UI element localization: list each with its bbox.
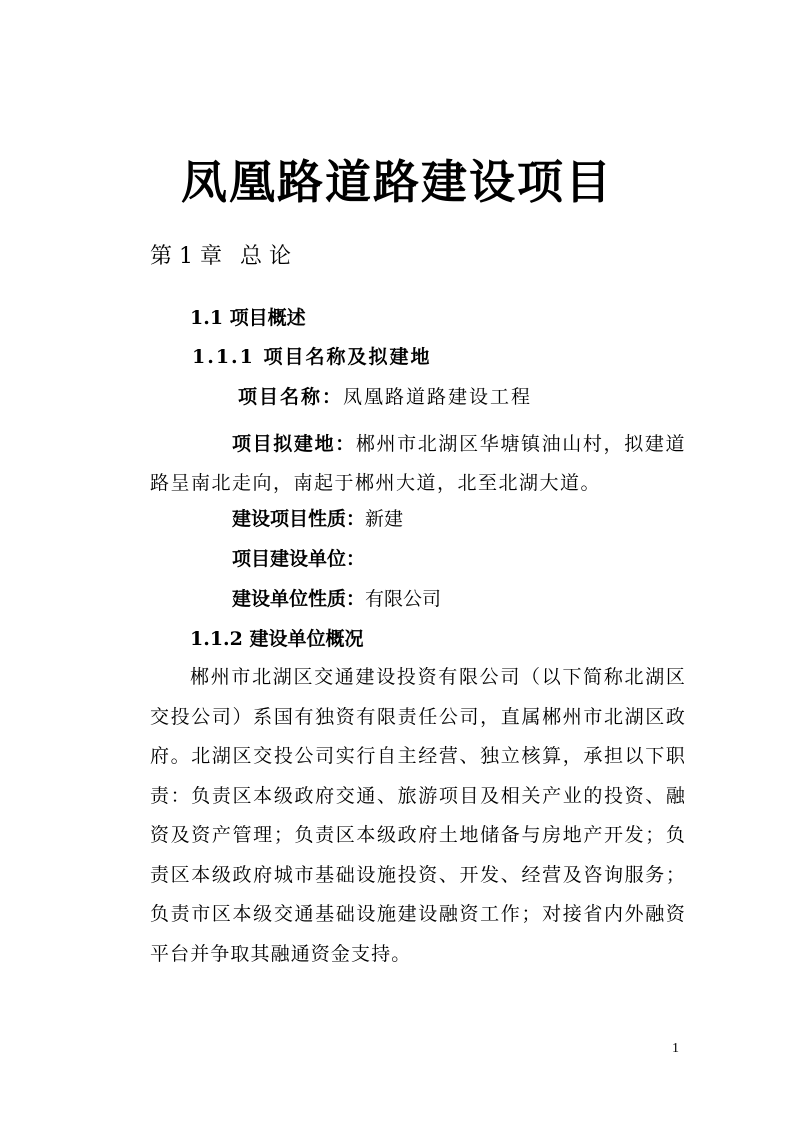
chapter-heading xyxy=(150,242,291,272)
page-number: 1 xyxy=(672,1041,679,1056)
unit-nature-label: 建设单位性质： xyxy=(232,588,366,610)
project-nature-line xyxy=(232,506,403,532)
chapter-title: 总 论 xyxy=(239,244,291,269)
section-heading: 1.1 项目概述 xyxy=(190,307,306,329)
project-name-label: 项目名称： xyxy=(238,386,344,408)
location-label: 项目拟建地： xyxy=(232,433,356,455)
company-overview-paragraph: 郴州市北湖区交通建设投资有限公司（以下简称北湖区交投公司）系国有独资有限责任公司，直属郴州市北湖区政府。北湖区交投公司实行自主经营、独立核算，承担以下职责：负责区本级政府交通、旅游项目及相关产业的投资、融资及资产管理；负责区本级政府土地储备与房地产开发；负责区本级政府城市基础设施投资、开发、经营及咨询服务；负责市区本级交通基础设施建设融资工作；对接省内外融资平台并争取其融通资金支持。 xyxy=(150,666,686,965)
subsection-heading-1: 1.1.1 项目名称及拟建地 xyxy=(192,346,432,368)
construction-unit-line xyxy=(232,546,365,572)
location-paragraph xyxy=(150,425,686,503)
project-nature-label: 建设项目性质： xyxy=(232,508,366,530)
unit-nature-value: 有限公司 xyxy=(365,588,442,610)
project-name-line xyxy=(238,384,532,410)
chapter-number: 第 1 章 xyxy=(150,244,222,269)
construction-unit-label: 项目建设单位： xyxy=(232,548,366,570)
subsection-heading-2: 1.1.2 建设单位概况 xyxy=(190,628,364,650)
project-name-value: 凤凰路道路建设工程 xyxy=(343,386,533,408)
location-value: 郴州市北湖区华塘镇油山村，拟建道路呈南北走向，南起于郴州大道，北至北湖大道。 xyxy=(150,433,686,494)
unit-nature-line xyxy=(232,586,441,612)
document-title: 凤凰路道路建设项目 xyxy=(181,155,613,209)
project-nature-value: 新建 xyxy=(365,508,404,530)
